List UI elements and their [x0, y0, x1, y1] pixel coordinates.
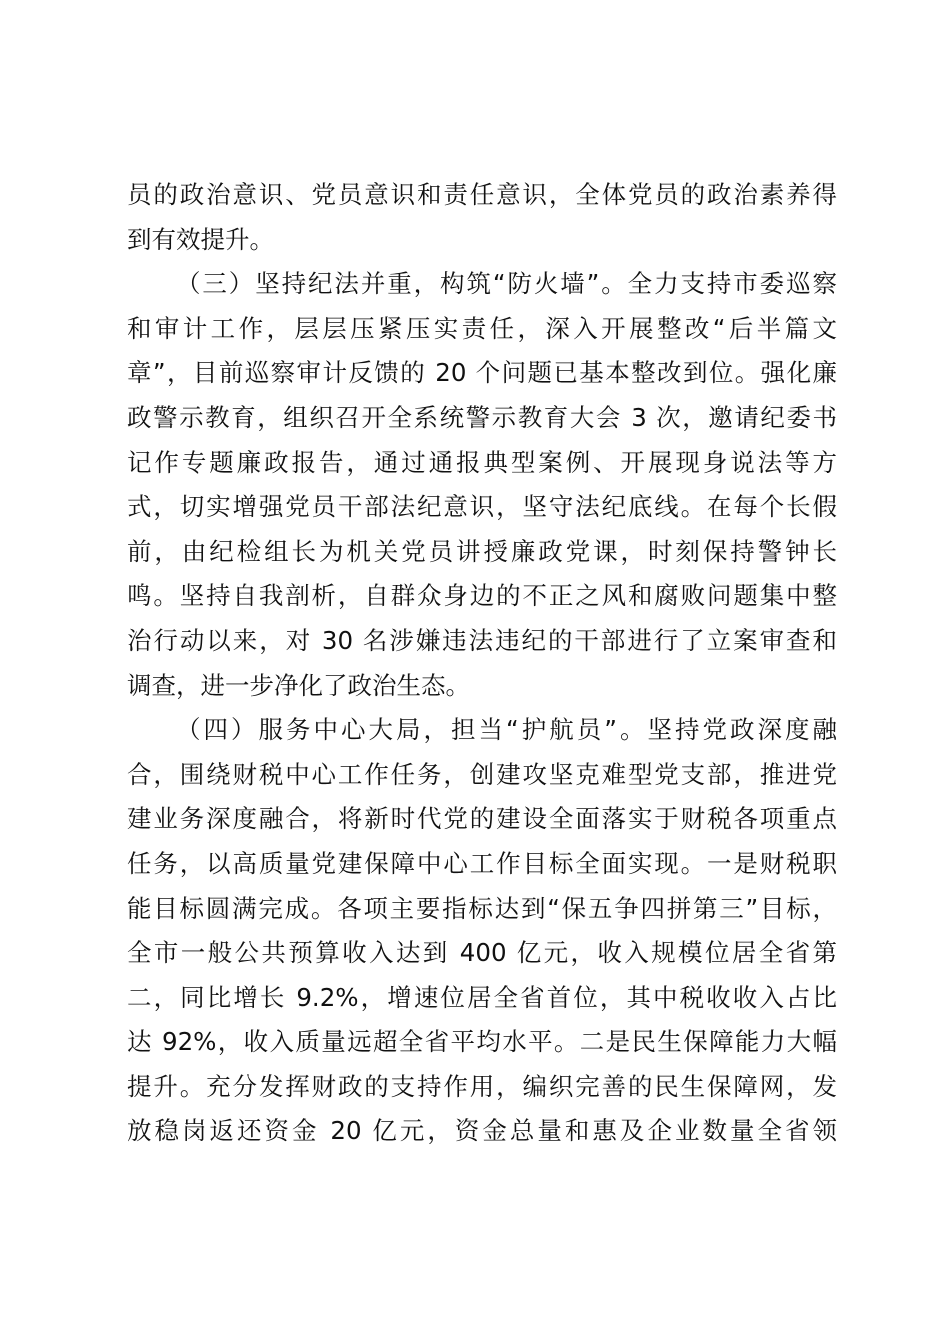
text-line: 和审计工作，层层压紧压实责任，深入开展整改“后半篇文	[127, 313, 837, 343]
paragraph-p-section-3	[127, 262, 837, 708]
text-line: 到有效提升。	[127, 224, 274, 254]
text-line: 合，围绕财税中心工作任务，创建攻坚克难型党支部，推进党	[127, 759, 837, 789]
text-line: 章”，目前巡察审计反馈的 20 个问题已基本整改到位。强化廉	[127, 358, 837, 388]
text-line: 政警示教育，组织召开全系统警示教育大会 3 次，邀请纪委书	[127, 402, 837, 432]
text-line: 前，由纪检组长为机关党员讲授廉政党课，时刻保持警钟长	[127, 536, 837, 566]
text-line: 达 92%，收入质量远超全省平均水平。二是民生保障能力大幅	[127, 1027, 837, 1057]
document-body	[127, 173, 837, 1154]
text-line: 调查，进一步净化了政治生态。	[127, 670, 470, 700]
text-line: 鸣。坚持自我剖析，自群众身边的不正之风和腐败问题集中整	[127, 581, 837, 611]
text-line: 治行动以来，对 30 名涉嫌违法违纪的干部进行了立案审查和	[127, 625, 837, 655]
text-line: 记作专题廉政报告，通过通报典型案例、开展现身说法等方	[127, 447, 837, 477]
text-line: 式，切实增强党员干部法纪意识，坚守法纪底线。在每个长假	[127, 492, 837, 522]
paragraph-p-intro-tail	[127, 173, 837, 262]
text-line: 提升。充分发挥财政的支持作用，编织完善的民生保障网，发	[127, 1071, 837, 1101]
text-line: 建业务深度融合，将新时代党的建设全面落实于财税各项重点	[127, 804, 837, 834]
text-line: （三）坚持纪法并重，构筑“防火墙”。全力支持市委巡察	[176, 269, 837, 299]
text-line: 二，同比增长 9.2%，增速位居全省首位，其中税收收入占比	[127, 982, 837, 1012]
text-line: （四）服务中心大局，担当“护航员”。坚持党政深度融	[176, 715, 837, 745]
text-line: 全市一般公共预算收入达到 400 亿元，收入规模位居全省第	[127, 938, 837, 968]
text-line: 放稳岗返还资金 20 亿元，资金总量和惠及企业数量全省领	[127, 1116, 837, 1146]
paragraph-p-section-4	[127, 708, 837, 1154]
text-line: 任务，以高质量党建保障中心工作目标全面实现。一是财税职	[127, 848, 837, 878]
text-line: 员的政治意识、党员意识和责任意识，全体党员的政治素养得	[127, 180, 837, 209]
text-line: 能目标圆满完成。各项主要指标达到“保五争四拼第三”目标，	[127, 893, 837, 923]
